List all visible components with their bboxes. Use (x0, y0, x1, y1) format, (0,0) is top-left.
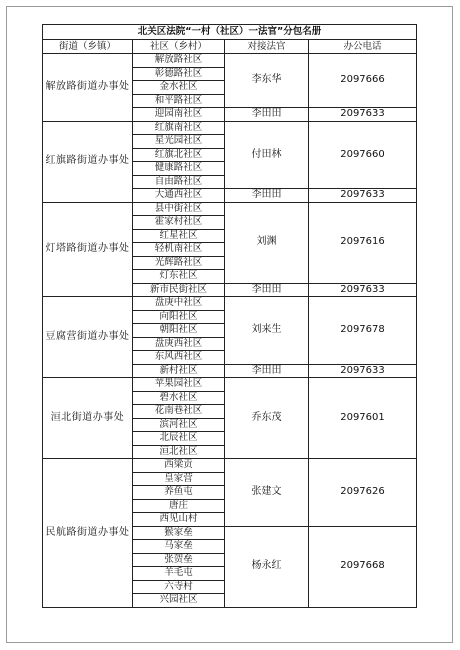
officer-cell: 张建文 (225, 459, 309, 527)
community-cell: 解放路社区 (133, 54, 225, 68)
community-cell: 大通西社区 (133, 189, 225, 203)
officer-cell: 李田田 (225, 189, 309, 203)
community-cell: 西见山村 (133, 513, 225, 527)
community-cell: 新村社区 (133, 364, 225, 378)
header-phone: 办公电话 (309, 40, 417, 54)
officer-cell: 乔东茂 (225, 378, 309, 459)
community-cell: 霍家村社区 (133, 216, 225, 230)
table-row (43, 202, 417, 216)
community-cell: 新市民街社区 (133, 283, 225, 297)
community-cell: 向阳社区 (133, 310, 225, 324)
street-cell: 民航路街道办事处 (43, 459, 133, 608)
community-cell: 红旗北社区 (133, 148, 225, 162)
community-cell: 马家垒 (133, 540, 225, 554)
community-cell: 县中街社区 (133, 202, 225, 216)
header-community: 社区（乡村） (133, 40, 225, 54)
phone-cell: 2097601 (309, 378, 417, 459)
table-title: 北关区法院“一村（社区）一法官”分包名册 (43, 25, 417, 40)
community-cell: 健康路社区 (133, 162, 225, 176)
street-cell: 红旗路街道办事处 (43, 121, 133, 202)
officer-cell: 杨永红 (225, 526, 309, 607)
phone-cell: 2097633 (309, 189, 417, 203)
community-cell: 轻机南社区 (133, 243, 225, 257)
table-row (43, 459, 417, 473)
table-row (43, 378, 417, 392)
phone-cell: 2097616 (309, 202, 417, 283)
officer-cell: 付田林 (225, 121, 309, 189)
community-cell: 光辉路社区 (133, 256, 225, 270)
community-cell: 迎园南社区 (133, 108, 225, 122)
officer-cell: 刘渊 (225, 202, 309, 283)
community-cell: 彰德路社区 (133, 67, 225, 81)
header-street: 街道（乡镇） (43, 40, 133, 54)
community-cell: 盘庚西社区 (133, 337, 225, 351)
community-cell: 皇家营 (133, 472, 225, 486)
community-cell: 花南巷社区 (133, 405, 225, 419)
community-cell: 朝阳社区 (133, 324, 225, 338)
community-cell: 自由路社区 (133, 175, 225, 189)
street-cell: 解放路街道办事处 (43, 54, 133, 122)
community-cell: 金水社区 (133, 81, 225, 95)
roster-table (42, 24, 417, 608)
community-cell: 兴园社区 (133, 594, 225, 608)
phone-cell: 2097633 (309, 364, 417, 378)
table-row (43, 54, 417, 68)
community-cell: 苹果园社区 (133, 378, 225, 392)
community-cell: 北辰社区 (133, 432, 225, 446)
community-cell: 养鱼屯 (133, 486, 225, 500)
phone-cell: 2097633 (309, 283, 417, 297)
community-cell: 猴家垒 (133, 526, 225, 540)
community-cell: 羊毛屯 (133, 567, 225, 581)
community-cell: 东风西社区 (133, 351, 225, 365)
phone-cell: 2097666 (309, 54, 417, 108)
roster-sheet (42, 24, 416, 608)
community-cell: 张贺垒 (133, 553, 225, 567)
community-cell: 滨河社区 (133, 418, 225, 432)
street-cell: 豆腐营街道办事处 (43, 297, 133, 378)
officer-cell: 李田田 (225, 108, 309, 122)
community-cell: 六寺村 (133, 580, 225, 594)
header-row (43, 40, 417, 54)
community-cell: 洹北社区 (133, 445, 225, 459)
community-cell: 和平路社区 (133, 94, 225, 108)
officer-cell: 李田田 (225, 283, 309, 297)
community-cell: 碧水社区 (133, 391, 225, 405)
street-cell: 灯塔路街道办事处 (43, 202, 133, 297)
community-cell: 红旗南社区 (133, 121, 225, 135)
phone-cell: 2097626 (309, 459, 417, 527)
table-row (43, 297, 417, 311)
phone-cell: 2097668 (309, 526, 417, 607)
phone-cell: 2097633 (309, 108, 417, 122)
officer-cell: 刘来生 (225, 297, 309, 365)
header-officer: 对接法官 (225, 40, 309, 54)
community-cell: 灯东社区 (133, 270, 225, 284)
street-cell: 洹北街道办事处 (43, 378, 133, 459)
community-cell: 红星社区 (133, 229, 225, 243)
community-cell: 盘庚中社区 (133, 297, 225, 311)
phone-cell: 2097660 (309, 121, 417, 189)
phone-cell: 2097678 (309, 297, 417, 365)
officer-cell: 李田田 (225, 364, 309, 378)
community-cell: 唐庄 (133, 499, 225, 513)
community-cell: 西梁贡 (133, 459, 225, 473)
table-row (43, 121, 417, 135)
community-cell: 星光园社区 (133, 135, 225, 149)
roster-body (43, 54, 417, 608)
officer-cell: 李东华 (225, 54, 309, 108)
